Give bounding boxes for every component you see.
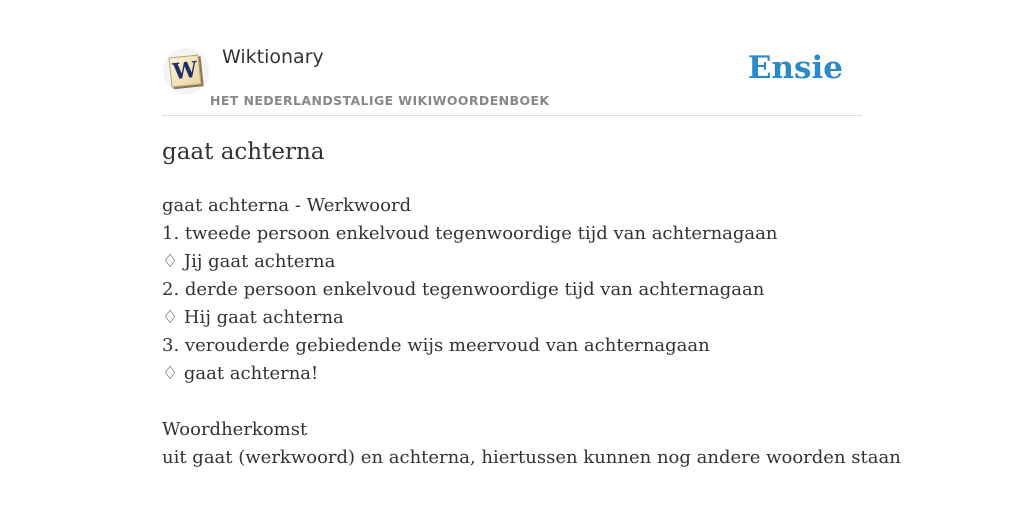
definition-example: ♢ Hij gaat achterna xyxy=(162,307,344,328)
entry-card xyxy=(162,0,901,512)
entry-content xyxy=(162,192,901,472)
etymology-text: uit gaat (werkwoord) en achterna, hiertussen kunnen nog andere woorden staan xyxy=(162,447,901,468)
definition-item: 3. verouderde gebiedende wijs meervoud van achternagaan xyxy=(162,335,710,356)
definition-example: ♢ Jij gaat achterna xyxy=(162,251,336,272)
definition-example: ♢ gaat achterna! xyxy=(162,363,319,384)
site-tagline: HET NEDERLANDSTALIGE WIKIWOORDENBOEK xyxy=(210,93,550,108)
etymology-heading: Woordherkomst xyxy=(162,419,308,440)
definition-item: 2. derde persoon enkelvoud tegenwoordige tijd van achternagaan xyxy=(162,279,765,300)
page-title: gaat achterna xyxy=(162,139,325,165)
site-name[interactable]: Wiktionary xyxy=(222,46,324,68)
wiktionary-logo[interactable] xyxy=(163,48,209,94)
ensie-brand-link[interactable]: Ensie xyxy=(747,50,843,86)
wiktionary-tile-icon: W xyxy=(169,55,202,88)
section-spacer xyxy=(162,388,862,416)
definition-item: 1. tweede persoon enkelvoud tegenwoordige tijd van achternagaan xyxy=(162,223,778,244)
definition-heading: gaat achterna - Werkwoord xyxy=(162,195,412,216)
site-header xyxy=(162,0,862,116)
